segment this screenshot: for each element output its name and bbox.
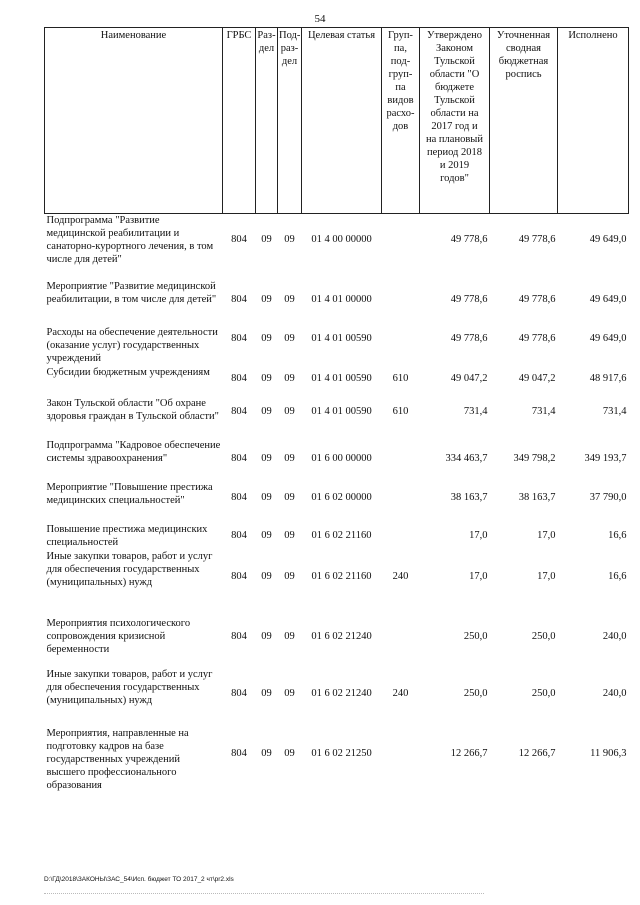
table-row [45,668,629,727]
table-row [45,481,629,523]
row-razdel: 09 [261,372,272,384]
header-approved: Утверждено Законом Тульской области "О бюджете Тульской области на 2017 год и на плановый период 2018 и 2019 годов" [420,28,490,214]
row-target-article: 01 6 02 21160 [311,529,372,541]
row-podrazdel: 09 [284,687,295,699]
row-target-article: 01 6 00 00000 [311,452,372,464]
row-name: Иные закупки товаров, работ и услуг для обеспечения государственных (муниципальных) нужд [46,550,213,588]
row-podrazdel: 09 [284,491,295,503]
table-row [45,280,629,326]
row-podrazdel: 09 [284,630,295,642]
page-number: 54 [314,13,326,25]
row-expense-group: 610 [392,405,409,417]
row-expense-group [382,617,420,668]
table-row [45,523,629,550]
row-name: Мероприятия, направленные на подготовку кадров на базе государственных учреждений высшего профессионального образования [46,727,189,791]
header-razdel: Раз- дел [256,28,278,214]
row-refined: 17,0 [537,570,556,582]
row-razdel: 09 [261,234,272,245]
row-expense-group: 240 [392,570,409,582]
row-approved: 250,0 [463,687,488,699]
row-target-article: 01 4 01 00590 [311,332,372,344]
row-target-article: 01 4 01 00000 [311,293,372,305]
table-header [45,28,629,214]
scan-artifact-line [44,893,484,894]
row-approved: 250,0 [463,630,488,642]
header-name: Наименование [45,28,223,214]
row-executed: 11 906,3 [590,747,627,759]
row-target-article: 01 4 01 00590 [311,372,372,384]
header-expense-group: Груп- па, под- груп- па видов расхо- дов [382,28,420,214]
row-approved: 17,0 [469,529,488,541]
row-expense-group [382,214,420,280]
row-razdel: 09 [261,332,272,344]
row-razdel: 09 [261,687,272,699]
table-row [45,550,629,617]
row-expense-group [382,481,420,523]
table-row [45,439,629,481]
row-expense-group [382,280,420,326]
row-target-article: 01 6 02 21250 [311,747,372,759]
row-approved: 12 266,7 [450,747,488,759]
row-name: Мероприятия психологического сопровождения кризисной беременности [46,617,191,655]
table-row [45,326,629,366]
row-name: Подпрограмма "Кадровое обеспечение системы здравоохранения" [46,439,221,464]
budget-table [44,27,629,799]
row-podrazdel: 09 [284,405,295,417]
header-executed: Исполнено [558,28,629,214]
row-podrazdel: 09 [284,372,295,384]
row-grbs: 804 [231,630,247,642]
table-row [45,617,629,668]
row-refined: 49 778,6 [518,332,556,344]
row-podrazdel: 09 [284,747,295,759]
row-approved: 49 778,6 [450,293,488,305]
row-target-article: 01 6 02 21240 [311,687,372,699]
row-razdel: 09 [261,491,272,503]
row-grbs: 804 [231,747,247,759]
row-podrazdel: 09 [284,529,295,541]
row-razdel: 09 [261,405,272,417]
row-refined: 250,0 [531,630,556,642]
row-grbs: 804 [231,529,247,541]
row-refined: 49 778,6 [518,234,556,245]
row-expense-group [382,439,420,481]
row-approved: 49 047,2 [450,372,488,384]
header-grbs: ГРБС [223,28,256,214]
row-executed: 49 649,0 [589,332,627,344]
table-body [45,214,629,799]
row-name: Иные закупки товаров, работ и услуг для обеспечения государственных (муниципальных) нужд [46,668,213,706]
row-target-article: 01 6 02 21160 [311,570,372,582]
row-expense-group [382,326,420,366]
row-grbs: 804 [231,372,247,384]
row-razdel: 09 [261,747,272,759]
row-grbs: 804 [231,570,247,582]
row-target-article: 01 6 02 21240 [311,630,372,642]
table-row [45,214,629,280]
row-target-article: 01 6 02 00000 [311,491,372,503]
row-refined: 12 266,7 [518,747,556,759]
row-name: Расходы на обеспечение деятельности (оказание услуг) государственных учреждений [46,326,218,364]
row-approved: 49 778,6 [450,234,488,245]
row-name: Мероприятие "Развитие медицинской реабилитации, в том числе для детей" [46,280,217,305]
row-approved: 38 163,7 [450,491,488,503]
row-executed: 240,0 [602,687,627,699]
row-executed: 731,4 [602,405,627,417]
row-executed: 240,0 [602,630,627,642]
row-target-article: 01 4 00 00000 [311,234,372,245]
row-grbs: 804 [231,405,247,417]
row-name: Повышение престижа медицинских специальностей [46,523,208,548]
header-refined: Уточненная сводная бюджетная роспись [490,28,558,214]
row-podrazdel: 09 [284,234,295,245]
row-expense-group [382,727,420,799]
row-executed: 349 193,7 [584,452,627,464]
row-podrazdel: 09 [284,452,295,464]
row-approved: 17,0 [469,570,488,582]
row-grbs: 804 [231,687,247,699]
row-approved: 731,4 [463,405,488,417]
row-grbs: 804 [231,234,247,245]
row-podrazdel: 09 [284,570,295,582]
row-refined: 250,0 [531,687,556,699]
row-podrazdel: 09 [284,332,295,344]
row-expense-group [382,523,420,550]
row-podrazdel: 09 [284,293,295,305]
row-razdel: 09 [261,293,272,305]
row-expense-group: 610 [392,372,409,384]
row-executed: 37 790,0 [589,491,627,503]
file-path-footer: D:\ГД\2018\ЗАКОНЫ\ЗАС_54\Исп. бюджет ТО 2017_2 чт\pr2.xls [44,876,234,883]
row-executed: 49 649,0 [589,293,627,305]
row-razdel: 09 [261,630,272,642]
row-name: Подпрограмма "Развитие медицинской реабилитации и санаторно-курортного лечения, в том числе для детей" [46,215,214,265]
table-row [45,366,629,397]
row-approved: 334 463,7 [445,452,488,464]
row-name: Закон Тульской области "Об охране здоровья граждан в Тульской области" [46,397,219,422]
row-grbs: 804 [231,491,247,503]
row-razdel: 09 [261,529,272,541]
row-refined: 38 163,7 [518,491,556,503]
row-grbs: 804 [231,293,247,305]
row-name: Мероприятие "Повышение престижа медицинских специальностей" [46,481,213,506]
row-razdel: 09 [261,452,272,464]
row-refined: 17,0 [537,529,556,541]
row-executed: 16,6 [608,570,627,582]
row-executed: 48 917,6 [589,372,627,384]
row-refined: 49 047,2 [518,372,556,384]
row-refined: 349 798,2 [513,452,556,464]
row-grbs: 804 [231,452,247,464]
row-razdel: 09 [261,570,272,582]
row-executed: 16,6 [608,529,627,541]
row-target-article: 01 4 01 00590 [311,405,372,417]
header-target-article: Целевая статья [302,28,382,214]
row-expense-group: 240 [392,687,409,699]
row-refined: 49 778,6 [518,293,556,305]
row-refined: 731,4 [531,405,556,417]
row-name: Субсидии бюджетным учреждениям [46,366,210,378]
row-approved: 49 778,6 [450,332,488,344]
row-executed: 49 649,0 [589,234,627,245]
header-podrazdel: Под- раз- дел [278,28,302,214]
table-row [45,397,629,439]
row-grbs: 804 [231,332,247,344]
table-row [45,727,629,799]
